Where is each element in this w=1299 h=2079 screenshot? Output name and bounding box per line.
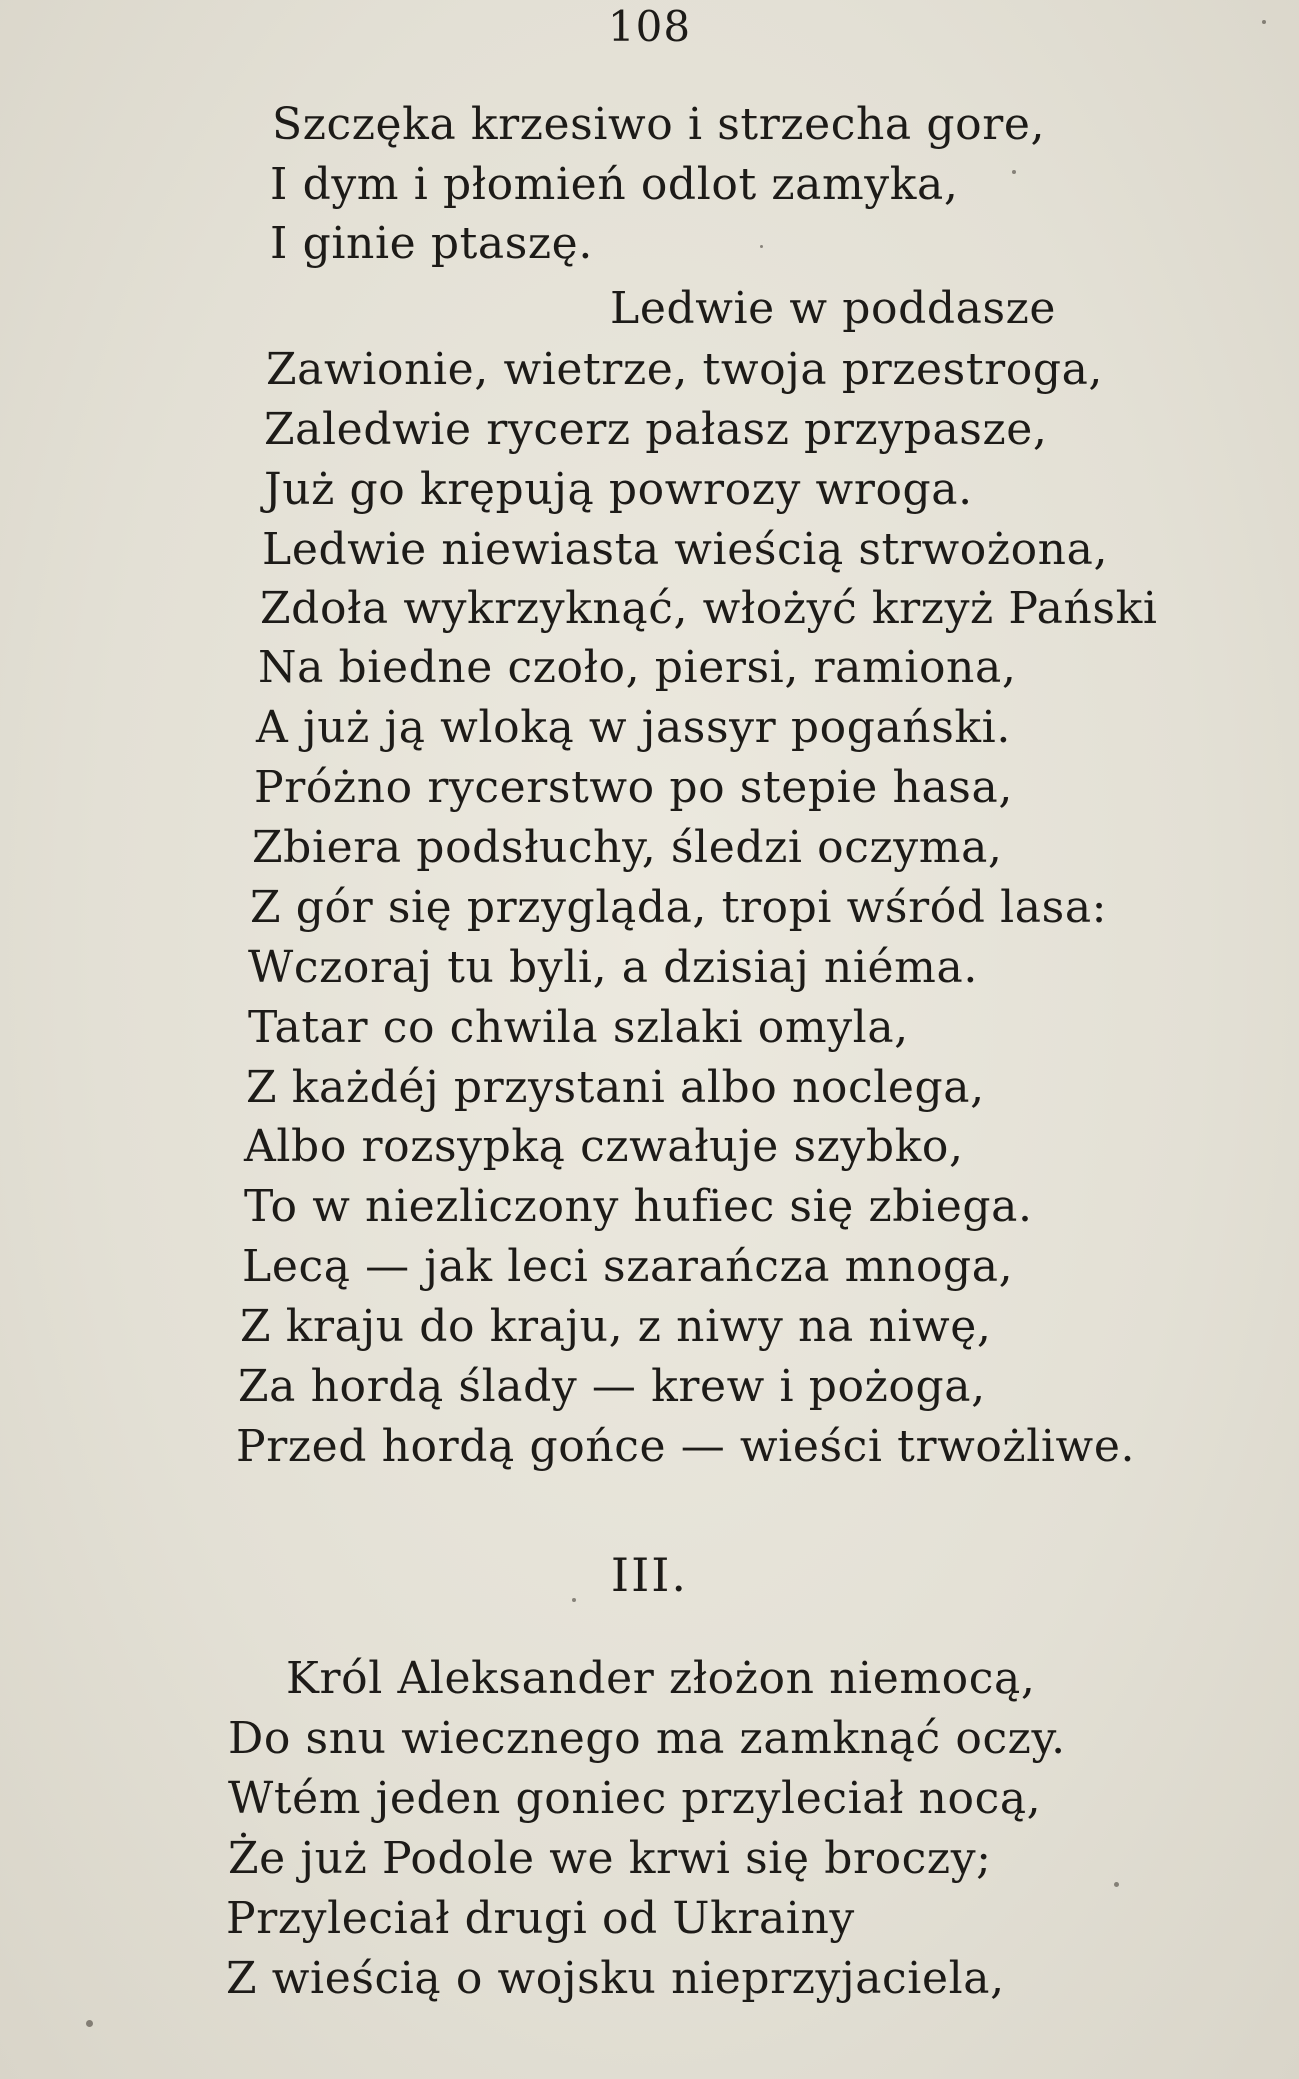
poem-line: Z każdéj przystani albo noclega, xyxy=(246,1062,985,1113)
poem-line: Przyleciał drugi od Ukrainy xyxy=(226,1893,855,1944)
poem-line: I dym i płomień odlot zamyka, xyxy=(270,159,959,210)
poem-line: Do snu wiecznego ma zamknąć oczy. xyxy=(228,1713,1066,1764)
poem-line: Przed hordą gońce — wieści trwożliwe. xyxy=(236,1421,1136,1472)
poem-line: Tatar co chwila szlaki omyla, xyxy=(248,1002,909,1053)
poem-line: Król Aleksander złożon niemocą, xyxy=(286,1653,1036,1704)
paper-speck xyxy=(760,245,763,248)
poem-line: I ginie ptaszę. xyxy=(270,218,593,269)
poem-line: Wczoraj tu byli, a dzisiaj niéma. xyxy=(248,942,978,993)
poem-line: Zaledwie rycerz pałasz przypasze, xyxy=(264,404,1048,455)
poem-line: Ledwie niewiasta wieścią strwożona, xyxy=(262,524,1109,575)
poem-line: To w niezliczony hufiec się zbiega. xyxy=(244,1181,1033,1232)
poem-line: Albo rozsypką czwałuje szybko, xyxy=(244,1121,964,1172)
poem-line: Z wieścią o wojsku nieprzyjaciela, xyxy=(226,1953,1005,2004)
poem-line: Zawionie, wietrze, twoja przestroga, xyxy=(266,344,1104,395)
poem-line: Zdoła wykrzyknąć, włożyć krzyż Pański xyxy=(260,583,1158,634)
paper-speck xyxy=(572,1598,576,1602)
poem-line: Próżno rycerstwo po stepie hasa, xyxy=(254,762,1013,813)
section-heading: III. xyxy=(610,1548,689,1602)
poem-line: Z kraju do kraju, z niwy na niwę, xyxy=(240,1301,992,1352)
poem-line: Za hordą ślady — krew i pożoga, xyxy=(238,1361,986,1412)
poem-line: Na biedne czoło, piersi, ramiona, xyxy=(258,642,1017,693)
paper-speck xyxy=(1114,1882,1119,1887)
paper-speck xyxy=(1262,20,1266,24)
paper-speck xyxy=(1012,170,1016,174)
poem-line: Lecą — jak leci szarańcza mnoga, xyxy=(242,1241,1014,1292)
poem-line: Zbiera podsłuchy, śledzi oczyma, xyxy=(252,822,1003,873)
poem-line: Z gór się przygląda, tropi wśród lasa: xyxy=(250,882,1108,933)
poem-line: Już go krępują powrozy wroga. xyxy=(264,464,973,515)
poem-line: Że już Podole we krwi się broczy; xyxy=(228,1833,992,1884)
paper-speck xyxy=(86,2020,93,2027)
poem-line: Szczęka krzesiwo i strzecha gore, xyxy=(272,99,1046,150)
poem-line: Ledwie w poddasze xyxy=(610,283,1057,334)
poem-line: Wtém jeden goniec przyleciał nocą, xyxy=(228,1773,1042,1824)
page-number: 108 xyxy=(607,2,692,51)
poem-line: A już ją wloką w jassyr pogański. xyxy=(256,702,1011,753)
